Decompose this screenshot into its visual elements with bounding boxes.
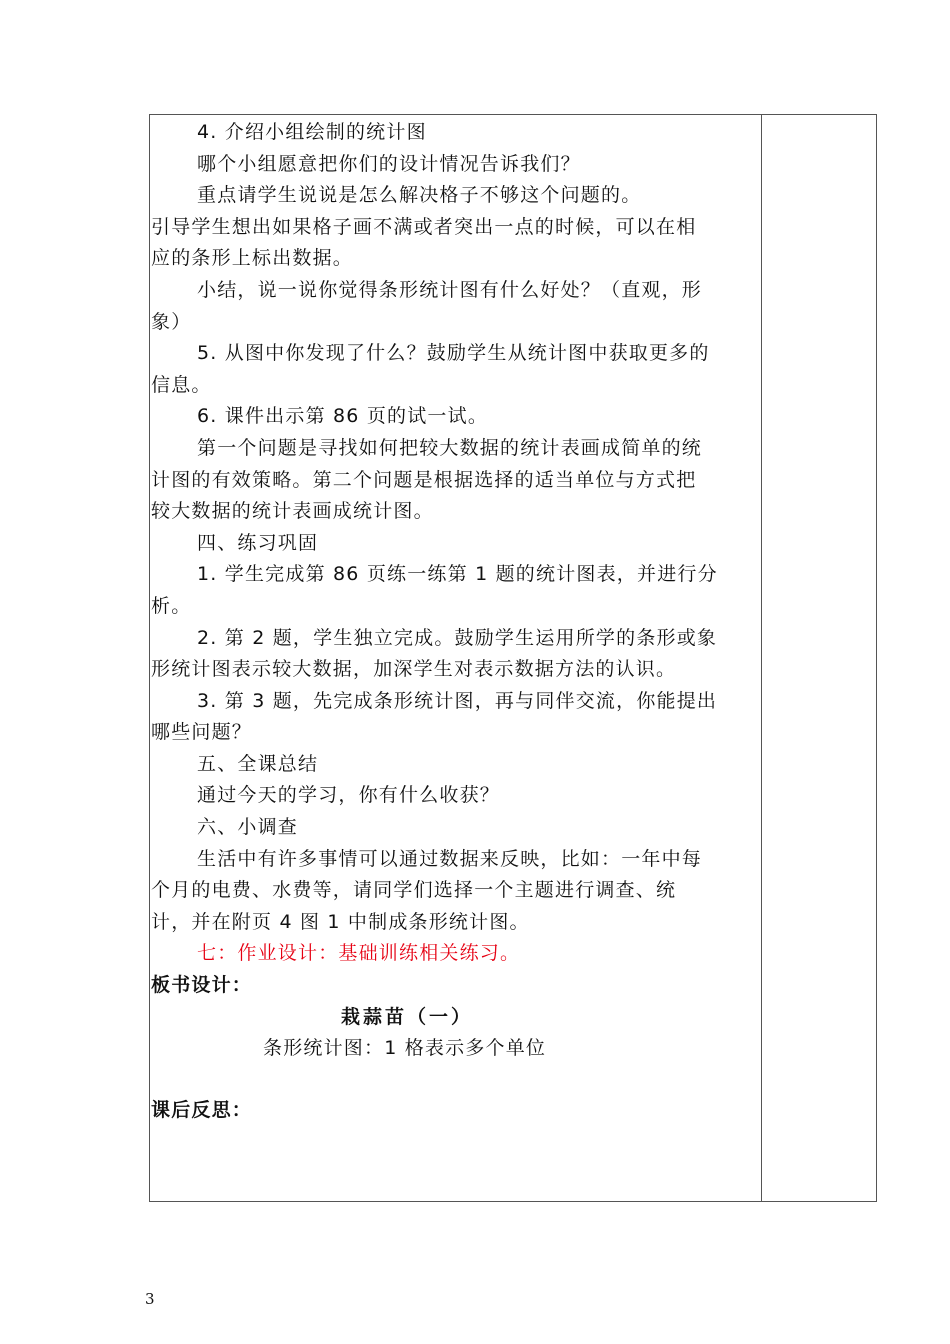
text-line: 生活中有许多事情可以通过数据来反映，比如：一年中每: [197, 847, 703, 870]
text-line: 析。: [151, 594, 192, 617]
table-column-divider: [761, 114, 762, 1202]
text-line: 个月的电费、水费等，请同学们选择一个主题进行调查、统: [151, 879, 677, 902]
section-practice-heading: 四、练习巩固: [197, 531, 319, 554]
text-line: 重点请学生说说是怎么解决格子不够这个问题的。: [197, 184, 642, 207]
text-line: 象）: [151, 310, 192, 333]
board-design-heading: 板书设计：: [151, 974, 253, 997]
step-5-line: 5. 从图中你发现了什么？鼓励学生从统计图中获取更多的: [197, 342, 710, 365]
question-line: 哪个小组愿意把你们的设计情况告诉我们？: [197, 152, 581, 175]
text-line: 较大数据的统计表画成统计图。: [151, 500, 434, 523]
practice-item-3: 3. 第 3 题，先完成条形统计图，再与同伴交流，你能提出: [197, 689, 718, 712]
text-line: 信息。: [151, 373, 212, 396]
section-summary-heading: 五、全课总结: [197, 752, 319, 775]
text-line: 计图的有效策略。第二个问题是根据选择的适当单位与方式把: [151, 468, 697, 491]
text-line: 通过今天的学习，你有什么收获？: [197, 784, 501, 807]
practice-item-2: 2. 第 2 题，学生独立完成。鼓励学生运用所学的条形或象: [197, 626, 718, 649]
lesson-content: [151, 117, 755, 1126]
board-subtitle: 条形统计图：1 格表示多个单位: [263, 1037, 547, 1060]
text-line: 第一个问题是寻找如何把较大数据的统计表画成简单的统: [197, 436, 703, 459]
text-line: 计，并在附页 4 图 1 中制成条形统计图。: [151, 910, 530, 933]
page-number: 3: [145, 1290, 155, 1308]
homework-line: 七：作业设计：基础训练相关练习。: [197, 942, 521, 965]
text-line: 哪些问题？: [151, 721, 253, 744]
step-4-heading: 4. 介绍小组绘制的统计图: [197, 121, 427, 143]
reflection-heading: 课后反思：: [151, 1098, 253, 1121]
section-survey-heading: 六、小调查: [197, 816, 299, 839]
text-line: 应的条形上标出数据。: [151, 247, 354, 270]
text-line: 形统计图表示较大数据，加深学生对表示数据方法的认识。: [151, 658, 677, 681]
text-line: 引导学生想出如果格子画不满或者突出一点的时候，可以在相: [151, 215, 697, 238]
practice-item-1: 1. 学生完成第 86 页练一练第 1 题的统计图表，并进行分: [197, 563, 718, 586]
step-6-line: 6. 课件出示第 86 页的试一试。: [197, 405, 489, 428]
summary-line: 小结，说一说你觉得条形统计图有什么好处？（直观，形: [197, 278, 703, 301]
board-title: 栽蒜苗（一）: [341, 1005, 474, 1028]
